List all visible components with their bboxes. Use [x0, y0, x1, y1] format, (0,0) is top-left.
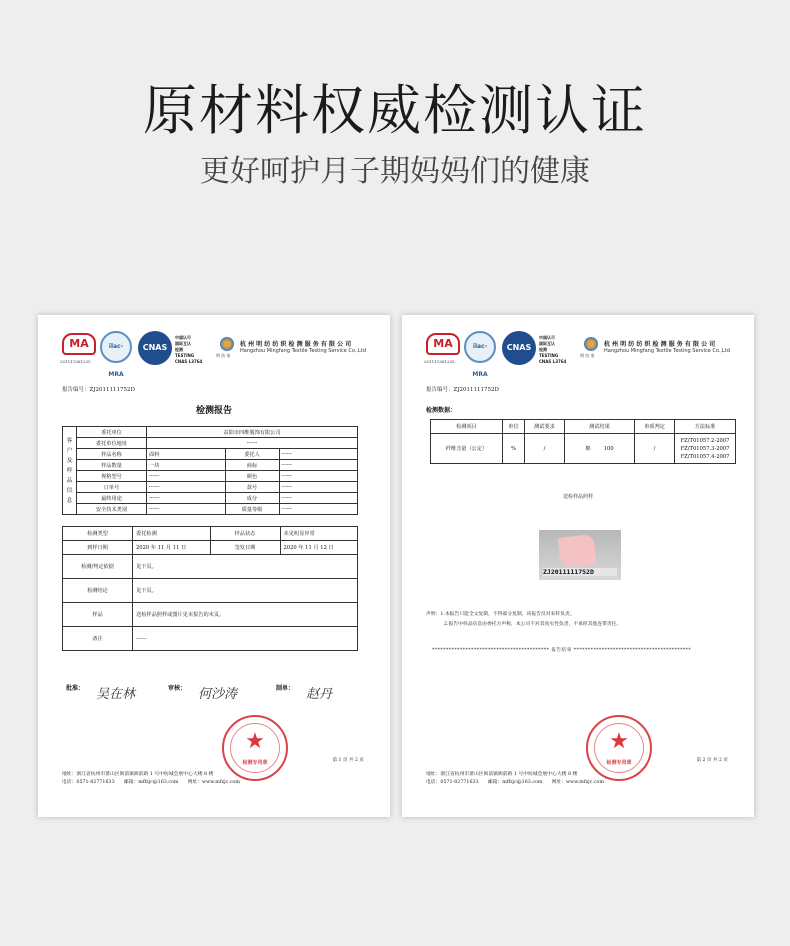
- category-cell: 客户及样品信息: [63, 427, 77, 515]
- sample-photo: [539, 530, 621, 580]
- ma-logo: MA: [62, 333, 96, 355]
- report-number: 报告编号：ZJ2011111752D: [426, 387, 499, 393]
- cnas-logo: CNAS: [138, 331, 172, 365]
- report-footer: 地址：浙江省杭州市萧山区衙前镇衙前路 1 号中纺城会展中心大楼 8 楼 电话：0571-82771633 邮箱：mffzjc@163.com 网址：www.mfzjc.com: [62, 772, 240, 785]
- report-footer: 地址：浙江省杭州市萧山区衙前镇衙前路 1 号中纺城会展中心大楼 8 楼 电话：0571-82771633 邮箱：mffzjc@163.com 网址：www.mfzjc.com: [426, 772, 604, 785]
- company-logo-icon: [584, 337, 598, 351]
- stamp-star-icon: ★: [245, 729, 265, 754]
- company-icon-text: 明 纺 家: [216, 353, 231, 358]
- ma-number: 201111361235: [424, 359, 455, 364]
- signature-row: 批准： 吴在林 审核： 何沙涛 制单： 赵丹: [66, 685, 333, 702]
- company-icon-text: 明 纺 家: [580, 353, 595, 358]
- stamp-star-icon: ★: [609, 729, 629, 754]
- company-name: 杭 州 明 纺 纺 织 检 测 服 务 有 限 公 司: [604, 341, 716, 348]
- page-title: 原材料权威检测认证: [143, 79, 647, 142]
- page-subtitle: 更好呵护月子期妈妈们的健康: [200, 154, 590, 189]
- ma-logo: MA: [426, 333, 460, 355]
- page-number: 第 1 页 共 2 页: [332, 758, 364, 763]
- cnas-logo: CNAS: [502, 331, 536, 365]
- report-end-line: ****************************************** 报告结束 ******************************************: [432, 648, 692, 653]
- review-signature: 何沙涛: [198, 687, 238, 702]
- company-name-en: Hangzhou Mingfang Textile Testing Service Co.,Ltd: [604, 348, 730, 354]
- sample-code: ZJ2011111752D: [543, 568, 617, 576]
- cnas-text: 中国认可 国际互认 检测 TESTING CNAS L3764: [539, 335, 567, 364]
- test-data-table: [430, 419, 736, 464]
- test-summary-table: 检测类型 委托检测 样品状态 未见明显异常 到样日期 2020 年 11 月 11 日 签发日期 2020 年 11 月 12 日 检测/判定依据 见下页。 检测结论 见下页。 样品 送检样品照样或图片见本报告的末页。 备注 ------: [62, 526, 358, 651]
- test-data-label: 检测数据：: [426, 407, 457, 414]
- ma-number: 201111361235: [60, 359, 91, 364]
- report-page-2: [402, 315, 754, 817]
- logo-bar: [424, 331, 736, 378]
- logo-bar: [60, 331, 372, 378]
- company-logo-icon: [220, 337, 234, 351]
- approve-signature: 吴在林: [96, 687, 136, 702]
- cnas-text: 中国认可 国际互认 检测 TESTING CNAS L3764: [175, 335, 203, 364]
- fabric-sample: [558, 534, 597, 568]
- report-number: 报告编号：ZJ2011111752D: [62, 387, 135, 393]
- report-page-1: [38, 315, 390, 817]
- page-number: 第 2 页 共 2 页: [696, 758, 728, 763]
- official-stamp: ★ 检测专用章: [586, 715, 652, 781]
- table-row: 纤维含量（公定） % / 棉 100 / FZ/T01057.2-2007 FZ/T01057.3-2007 FZ/T01057.4-2007: [431, 434, 736, 464]
- report-heading: 检测报告: [195, 406, 232, 416]
- client-info-table: 客户及样品信息 委托单位 益阳市四维服饰有限公司 委托单位地址 ------ 样品名称 面料 委托人 ------ 样品数量 一块 商标 ------ 规格型号 ------ 颜色 ------ 订单号 ------ 款号 ------ 最终用途 ------ 成分 ------ 安全技术类别 ------ 质量等级 ------: [62, 426, 358, 515]
- company-name-en: Hangzhou Mingfang Textile Testing Service Co.,Ltd: [240, 348, 366, 354]
- table-header-row: 检测项目 单位 测试要求 测试结果 单项判定 方法标准: [431, 420, 736, 434]
- sample-photo-label: 送检样品照样: [562, 494, 593, 500]
- ilac-mra-logo: ilac-MRA: [100, 331, 132, 363]
- company-name: 杭 州 明 纺 纺 织 检 测 服 务 有 限 公 司: [240, 341, 352, 348]
- compile-signature: 赵丹: [306, 687, 333, 702]
- official-stamp: ★ 检测专用章: [222, 715, 288, 781]
- ilac-mra-logo: ilac-MRA: [464, 331, 496, 363]
- statement: 声明：1.本报告只能全文复制，不得部分复制，该报告仅对来样负责。 2.报告中样品信息由委托方声称，本公司不对其真实性负责，不承担其他连带责任。: [426, 612, 622, 627]
